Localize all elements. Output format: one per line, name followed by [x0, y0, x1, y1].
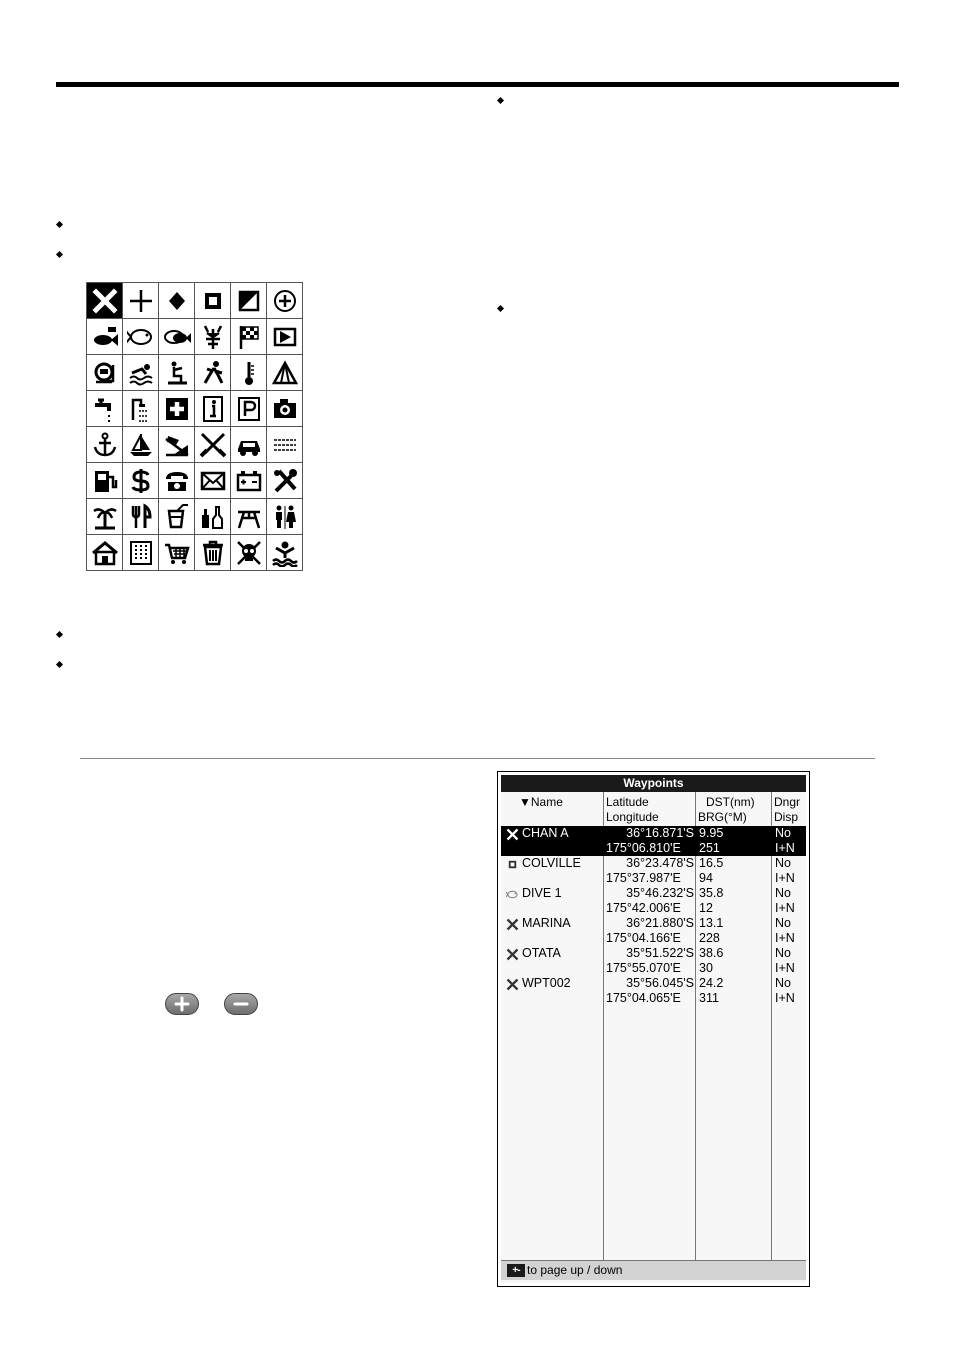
palm-tree-icon — [87, 499, 123, 535]
waypoint-brg: 94 — [699, 871, 713, 885]
screen-title: Waypoints — [501, 775, 806, 792]
cross-icon — [506, 948, 519, 961]
waypoint-dngr: No — [775, 826, 791, 840]
waypoint-name: DIVE 1 — [522, 886, 562, 900]
bullet-marker — [497, 305, 504, 312]
building-icon — [123, 535, 159, 571]
waypoint-brg: 228 — [699, 931, 720, 945]
waypoint-disp: I+N — [775, 841, 795, 855]
waypoint-lat: 36°16.871'S — [626, 826, 694, 840]
toilets-icon — [267, 499, 303, 535]
waypoint-lon: 175°55.070'E — [606, 961, 681, 975]
lat-lon-column-header[interactable]: Latitude Longitude — [606, 795, 659, 824]
waypoint-lat: 36°23.478'S — [626, 856, 694, 870]
bullet-marker — [56, 221, 63, 228]
water-tap-icon — [87, 391, 123, 427]
chequered-flag-icon — [231, 319, 267, 355]
picnic-table-icon — [231, 499, 267, 535]
bottles-icon — [195, 499, 231, 535]
skull-icon — [231, 535, 267, 571]
footer-hint: to page up / down — [527, 1263, 623, 1277]
plus-key-icon — [165, 993, 199, 1015]
waypoint-row[interactable] — [501, 886, 806, 916]
waypoint-brg: 12 — [699, 901, 713, 915]
parking-icon — [231, 391, 267, 427]
half-square-icon — [231, 283, 267, 319]
dollar-icon — [123, 463, 159, 499]
waypoint-dst: 35.8 — [699, 886, 724, 900]
bullet-marker — [56, 631, 63, 638]
boat-ramp-icon — [159, 427, 195, 463]
diver-icon — [87, 355, 123, 391]
house-icon — [87, 535, 123, 571]
waypoint-lon: 175°04.065'E — [606, 991, 681, 1005]
waterski-icon — [159, 355, 195, 391]
waypoint-dngr: No — [775, 946, 791, 960]
thermometer-icon — [231, 355, 267, 391]
waypoints-screen — [497, 771, 810, 1287]
cross-icon — [506, 918, 519, 931]
fish-icon — [87, 319, 123, 355]
diamond-icon — [159, 283, 195, 319]
mail-icon — [195, 463, 231, 499]
waypoint-dst: 24.2 — [699, 976, 724, 990]
fish-outline-icon — [123, 319, 159, 355]
waypoint-lat: 35°51.522'S — [626, 946, 694, 960]
waypoint-lon: 175°37.987'E — [606, 871, 681, 885]
drink-icon — [159, 499, 195, 535]
waypoint-disp: I+N — [775, 931, 795, 945]
dngr-disp-column-header[interactable]: Dngr Disp — [774, 795, 801, 824]
waypoint-lat: 35°56.045'S — [626, 976, 694, 990]
fish-school-icon — [159, 319, 195, 355]
telephone-icon — [159, 463, 195, 499]
bullet-marker — [56, 661, 63, 668]
battery-icon — [231, 463, 267, 499]
section-divider — [80, 758, 875, 759]
name-column-header[interactable]: ▼Name — [519, 795, 563, 809]
flag-icon — [267, 319, 303, 355]
first-aid-icon — [159, 391, 195, 427]
tent-icon — [267, 355, 303, 391]
page-key-icon: +- — [507, 1264, 525, 1277]
waypoint-dngr: No — [775, 976, 791, 990]
waves-icon — [267, 427, 303, 463]
plus-icon — [123, 283, 159, 319]
waypoint-name: CHAN A — [522, 826, 569, 840]
waypoint-lat: 36°21.880'S — [626, 916, 694, 930]
waypoint-row[interactable] — [501, 826, 806, 856]
minus-key-icon — [224, 993, 258, 1015]
shower-icon — [123, 391, 159, 427]
danger-icon — [267, 535, 303, 571]
waypoint-dst: 9.95 — [699, 826, 724, 840]
square-icon — [195, 283, 231, 319]
waypoint-lat: 35°46.232'S — [626, 886, 694, 900]
dst-brg-column-header[interactable]: DST(nm) BRG(°M) — [698, 795, 755, 824]
info-icon — [195, 391, 231, 427]
waypoint-dst: 13.1 — [699, 916, 724, 930]
screen-footer — [501, 1260, 806, 1280]
square-icon — [506, 858, 519, 871]
waypoint-name: WPT002 — [522, 976, 571, 990]
restaurant-icon — [123, 499, 159, 535]
waypoint-name: OTATA — [522, 946, 561, 960]
fish-outline-icon — [506, 888, 519, 901]
crossed-swords-icon — [195, 427, 231, 463]
waypoint-row[interactable] — [501, 856, 806, 886]
top-rule — [56, 82, 899, 87]
anchor-icon — [87, 427, 123, 463]
waypoint-lon: 175°42.006'E — [606, 901, 681, 915]
cross-icon — [506, 978, 519, 991]
waypoint-dst: 16.5 — [699, 856, 724, 870]
bullet-marker — [497, 97, 504, 104]
shopping-cart-icon — [159, 535, 195, 571]
waypoint-disp: I+N — [775, 871, 795, 885]
waypoint-row[interactable] — [501, 976, 806, 1006]
waypoint-disp: I+N — [775, 961, 795, 975]
waypoint-dngr: No — [775, 916, 791, 930]
waypoint-lon: 175°04.166'E — [606, 931, 681, 945]
waypoint-name: COLVILLE — [522, 856, 581, 870]
circle-dot-icon — [267, 283, 303, 319]
fuel-icon — [87, 463, 123, 499]
car-icon — [231, 427, 267, 463]
lobster-icon — [195, 319, 231, 355]
sailboat-icon — [123, 427, 159, 463]
waypoint-symbol-grid — [86, 282, 303, 571]
waypoint-brg: 30 — [699, 961, 713, 975]
waypoint-brg: 311 — [699, 991, 719, 1005]
waypoint-name: MARINA — [522, 916, 571, 930]
swimmer-icon — [123, 355, 159, 391]
waypoint-dngr: No — [775, 886, 791, 900]
waypoint-row[interactable] — [501, 916, 806, 946]
bullet-marker — [56, 251, 63, 258]
waypoint-lon: 175°06.810'E — [606, 841, 681, 855]
cross-icon — [506, 828, 519, 841]
waypoint-dngr: No — [775, 856, 791, 870]
climber-icon — [195, 355, 231, 391]
tools-icon — [267, 463, 303, 499]
waypoint-dst: 38.6 — [699, 946, 724, 960]
trash-icon — [195, 535, 231, 571]
waypoint-disp: I+N — [775, 901, 795, 915]
camera-icon — [267, 391, 303, 427]
cross-icon — [87, 283, 123, 319]
waypoint-row[interactable] — [501, 946, 806, 976]
waypoint-brg: 251 — [699, 841, 720, 855]
waypoint-disp: I+N — [775, 991, 795, 1005]
